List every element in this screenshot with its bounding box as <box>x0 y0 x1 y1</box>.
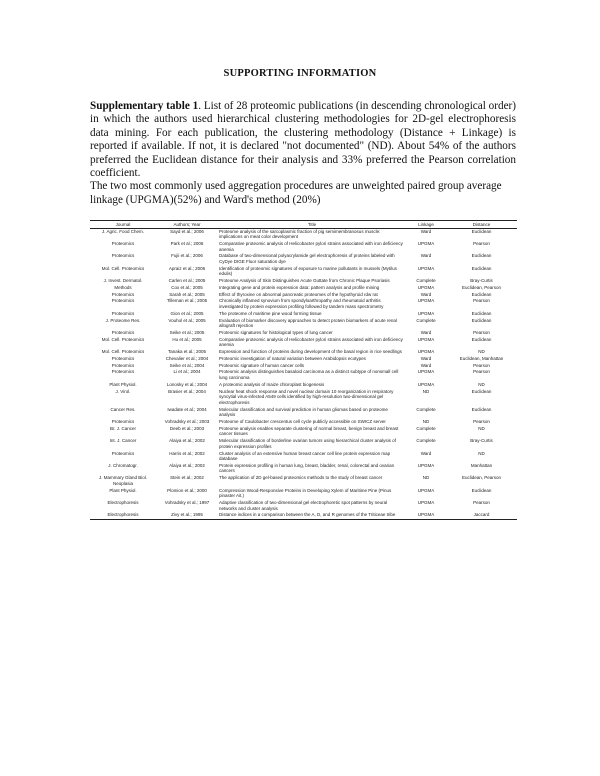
table-row <box>90 475 517 487</box>
cell-journal: Proteomics <box>111 298 135 304</box>
cell-title: Proteomic analysis distinguishes basaloid carcinoma as a distinct subtype of nonsmall cell lung carcinoma <box>219 369 399 381</box>
cell-title: Integrating gene and protein expression data: pattern analysis and profile mining <box>219 284 380 290</box>
cell-distance: Euclidean <box>471 317 492 323</box>
cell-journal: Proteomics <box>111 253 135 259</box>
cell-authors: Fujii et al.; 2006 <box>171 253 203 259</box>
table-header <box>90 221 517 229</box>
cell-linkage: Complete <box>416 406 436 412</box>
cell-authors: Sayd et al.; 2006 <box>170 228 204 234</box>
cell-linkage: Complete <box>416 317 436 323</box>
cell-title: Comparative proteomic analysis of Helicobacter pylori strains associated with iron deficiency anemia <box>219 240 403 252</box>
cell-linkage: Ward <box>420 228 432 234</box>
cell-journal: Methods <box>114 284 132 290</box>
cell-journal: Proteomics <box>111 240 135 246</box>
cell-distance: Jaccard <box>446 512 517 519</box>
table-row <box>90 369 517 381</box>
cell-linkage: UPGMA <box>417 381 435 387</box>
table-row <box>90 337 517 349</box>
cell-linkage: UPGMA <box>417 462 435 468</box>
cell-title: Proteome analysis of the sarcoplasmic fraction of pig semimembranosus muscle: implications on meat color development <box>219 228 381 240</box>
cell-linkage: Ward <box>420 253 432 259</box>
cell-distance: ND <box>478 450 485 456</box>
cell-title: Proteomic signatures for histological types of lung cancer <box>219 329 333 335</box>
cell-distance: Pearson <box>473 369 490 375</box>
caption-paragraph-1 <box>90 100 516 180</box>
table-row <box>90 407 517 419</box>
cell-linkage: UPGMA <box>406 512 446 519</box>
cell-authors: Harris et al.; 2002 <box>169 450 205 456</box>
cell-distance: Euclidean, Manhattan <box>459 355 504 361</box>
cell-linkage: UPGMA <box>417 240 435 246</box>
header-title: Title <box>218 221 406 229</box>
cell-title: Identification of proteomic signatures of exposure to marine pollutants in mussels (Mytilus edulis) <box>219 265 397 277</box>
cell-journal: J. Chromatogr. <box>108 462 138 468</box>
cell-journal: Electrophoresis <box>107 500 139 505</box>
cell-authors: Zivy et al.; 1995 <box>156 512 218 519</box>
cell-linkage: UPGMA <box>417 500 435 505</box>
table-row <box>90 318 517 330</box>
cell-journal: Proteomics <box>111 355 135 361</box>
cell-linkage: Ward <box>420 329 432 335</box>
cell-linkage: UPGMA <box>417 349 435 355</box>
cell-distance: Euclidean <box>471 310 492 316</box>
cell-authors: Deeb et al.; 2003 <box>169 425 205 431</box>
cell-journal: Proteomics <box>111 450 135 456</box>
cell-journal: Mol. Cell. Proteomics <box>101 349 145 355</box>
cell-linkage: ND <box>422 388 430 394</box>
cell-journal: Proteomics <box>111 418 135 424</box>
cell-journal: Proteomics <box>111 310 135 316</box>
table-row <box>90 356 517 363</box>
cell-journal: Proteomics <box>111 369 135 375</box>
cell-distance: Euclidean <box>471 291 492 297</box>
table-row <box>90 298 517 310</box>
table-row <box>90 488 517 500</box>
cell-authors: Alaiya et al.; 2002 <box>169 462 205 468</box>
cell-authors: Stein et al.; 2002 <box>170 475 204 481</box>
cell-journal: Mol. Cell. Proteomics <box>101 336 145 342</box>
cell-title: Database of two-dimensional polyacrylamide gel electrophoresis of proteins labeled with CyDye DIGE Fluor saturation dye <box>219 253 395 264</box>
cell-distance: Pearson <box>473 329 490 335</box>
table-row <box>90 438 517 450</box>
table-row <box>90 426 517 438</box>
cell-linkage: Complete <box>416 425 436 431</box>
header-authors: Authors; Year <box>156 221 218 229</box>
cell-authors: Sarah et al.; 2005 <box>169 291 205 297</box>
cell-title: Proteomic investigation of natural variation between Arabidopsis ecotypes <box>219 355 366 361</box>
cell-distance: Euclidean <box>471 487 492 493</box>
cell-title: Distance indices in a comparison between the A, D, and R genomes of the Triticeae tribe <box>218 512 406 519</box>
cell-authors: Tanaka et al.; 2005 <box>167 349 207 355</box>
header-linkage: Linkage <box>406 221 446 229</box>
cell-title: The application of 2D gel-based proteomics methods to the study of breast cancer <box>219 475 383 481</box>
cell-distance: Euclidean, Pearson <box>461 284 502 290</box>
cell-journal: Cancer Res. <box>110 406 136 412</box>
cell-linkage: Ward <box>420 355 432 361</box>
table-row <box>90 500 517 512</box>
table-row <box>90 228 517 241</box>
cell-journal: J. Proteome Res. <box>105 317 141 323</box>
cell-title: The proteome of maritime pine wood forming tissue <box>219 310 322 316</box>
cell-title: Compression Wood-Responsive Proteins in Developing Xylem of Maritime Pine (Pinus pinaster Ait.) <box>219 487 392 499</box>
caption-paragraph-2: The two most commonly used aggregation procedures are unweighted paired group average linkage (UPGMA)(52%) and Ward's method (20%) <box>90 180 502 206</box>
cell-title: Adaptive classification of two-dimensional gel electrophoretic spot patterns by neural networks and cluster analysis <box>219 500 388 511</box>
cell-linkage: Ward <box>420 291 432 297</box>
cell-distance: Pearson <box>473 500 490 505</box>
cell-authors: Lonosky et al.; 2004 <box>166 381 208 387</box>
cell-authors: Iwadate et al.; 2004 <box>167 406 207 412</box>
cell-authors: Hu et al.; 2005 <box>172 336 202 342</box>
caption-text-1: . List of 28 proteomic publications (in descending chronological order) in which the authors used hierarchical clustering methodologies for 2D-gel electrophoresis data mining. For each publication, the clustering methodology (Distance + Linkage) is reported if available. If not, it is declared "not documented" (ND). About 54% of the authors preferred the Euclidean distance for their analysis and 33% preferred the Pearson correlation coefficient. <box>90 100 516 180</box>
cell-authors: Tilleman et al.; 2005 <box>166 298 208 304</box>
cell-linkage: Ward <box>420 450 432 456</box>
table-row <box>90 278 517 285</box>
page-heading: SUPPORTING INFORMATION <box>223 68 377 79</box>
cell-journal: Br. J. Cancer <box>109 425 136 431</box>
cell-linkage: UPGMA <box>417 265 435 271</box>
cell-linkage: UPGMA <box>417 369 435 375</box>
cell-title: Expression and function of proteins during development of the basal region in rice seedlings <box>219 349 402 355</box>
cell-journal: Proteomics <box>111 291 135 297</box>
cell-distance: ND <box>478 381 485 387</box>
cell-journal: J. Mammary Gland Biol. Neoplasia <box>98 475 147 486</box>
table-row <box>90 363 517 370</box>
cell-title: Proteome of Caulobacter crescentus cell cycle publicly accessible on SWICZ server <box>219 418 386 424</box>
cell-authors: Alaiya et al.; 2002 <box>169 438 205 444</box>
cell-distance: ND <box>478 425 485 431</box>
header-distance: Distance <box>446 221 517 229</box>
cell-distance: Euclidean, Pearson <box>461 475 502 481</box>
cell-distance: Pearson <box>473 362 490 368</box>
table-body <box>90 228 517 520</box>
cell-authors: Brasier et al.; 2004 <box>168 388 206 394</box>
cell-title: Protein expression profiling in human lung, breast, bladder, renal, colorectal and ovarian cancers <box>219 462 395 474</box>
cell-title: Proteome analysis enables separate clustering of normal breast, benign breast and breast cancer tissues <box>219 425 399 437</box>
cell-journal: J. Virol. <box>115 388 131 394</box>
cell-distance: Euclidean <box>471 336 492 342</box>
header-journal: Journal <box>90 221 156 229</box>
cell-title: Comparative proteomic analysis of Helicobacter pylori strains associated with iron deficiency anemia <box>219 336 403 348</box>
cell-distance: Euclidean <box>471 406 492 412</box>
cell-journal: Int. J. Cancer <box>109 438 137 444</box>
cell-journal: J. Agric. Food Chem. <box>101 228 145 234</box>
table-row <box>90 382 517 389</box>
cell-linkage: Complete <box>416 278 436 284</box>
cell-linkage: Ward <box>420 362 432 368</box>
cell-authors: Carlen et al.; 2005 <box>168 278 206 284</box>
cell-distance: Euclidean <box>471 388 492 394</box>
cell-title: Evaluation of biomarker discovery approaches to detect protein biomarkers of acute renal allograft rejection <box>219 317 397 329</box>
cell-distance: ND <box>478 349 485 355</box>
cell-journal: Plant Physiol. <box>109 487 137 493</box>
cell-linkage: Complete <box>416 438 436 444</box>
cell-title: Chronically inflamed synovium from spondyloarthropathy and rheumatoid arthritis investigated by protein expression profiling followed by tandem mass spectrometry <box>219 298 384 310</box>
cell-linkage: UPGMA <box>417 284 435 290</box>
table-row <box>90 311 517 318</box>
cell-distance: Pearson <box>473 418 490 424</box>
cell-distance: Euclidean <box>471 228 492 234</box>
table-row <box>90 266 517 278</box>
table-row <box>90 285 517 292</box>
cell-authors: Park et al.; 2006 <box>170 240 204 246</box>
cell-authors: Vohradsky et al.; 1997 <box>164 500 210 505</box>
cell-distance: Manhattan <box>470 462 493 468</box>
cell-title: Molecular classification of borderline ovarian tumors using hierarchical cluster analysis of protein expression profiles <box>219 438 396 449</box>
cell-distance: Bray-Curtis <box>470 438 493 444</box>
cell-distance: Euclidean <box>471 265 492 271</box>
cell-title: Nuclear heat shock response and novel nuclear domain 10 reorganization in respiratory syncytial virus-infected A549 cells identified by high-resolution two-dimensional gel electrophoresis <box>219 388 394 405</box>
table-row <box>90 389 517 407</box>
cell-journal: Proteomics <box>111 362 135 368</box>
cell-authors: Chevalier et al.; 2004 <box>165 355 209 361</box>
cell-authors: Vouhol et al.; 2005 <box>168 317 206 323</box>
cell-authors: Seike et al.; 2004 <box>169 362 205 368</box>
cell-linkage: UPGMA <box>417 487 435 493</box>
cell-authors: Apraiz et al.; 2006 <box>168 265 206 271</box>
cell-journal: Mol. Cell. Proteomics <box>101 265 145 271</box>
cell-linkage: UPGMA <box>417 298 435 304</box>
cell-authors: Seike et al.; 2005 <box>169 329 205 335</box>
cell-authors: Cox et al.; 2005 <box>171 284 203 290</box>
table-row <box>90 419 517 426</box>
table-row <box>90 463 517 475</box>
caption-label: Supplementary table 1 <box>90 100 199 112</box>
table-row <box>90 512 517 519</box>
cell-linkage: UPGMA <box>417 310 435 316</box>
cell-authors: Li et al.; 2004 <box>173 369 201 375</box>
cell-title: Molecular classification and survival prediction in human gliomas based on proteome analysis <box>219 406 388 418</box>
cell-authors: Vohradsky et al.; 2003 <box>164 418 210 424</box>
table-row <box>90 330 517 337</box>
table-row <box>90 451 517 463</box>
table-row <box>90 292 517 299</box>
cell-journal: Plant Physiol. <box>109 381 137 387</box>
cell-distance: Pearson <box>473 298 490 304</box>
cell-distance: Euclidean <box>471 253 492 259</box>
cell-linkage: UPGMA <box>417 336 435 342</box>
table-row <box>90 241 517 253</box>
cell-title: A proteomic analysis of maize chloroplast biogenesis <box>219 381 325 387</box>
cell-linkage: ND <box>422 418 430 424</box>
cell-authors: Plomion et al.; 2000 <box>167 487 207 493</box>
cell-title: Effect of thyroxine on abnormal pancreatic proteomes of the hypothyroid rdw rat <box>219 291 378 297</box>
cell-title: Cluster analysis of an extensive human breast cancer cell line protein expression map database <box>219 450 391 462</box>
table-row <box>90 349 517 356</box>
table-caption <box>90 100 516 207</box>
cell-authors: Gion et al.; 2005 <box>170 310 204 316</box>
cell-journal: J. Invest. Dermatol. <box>103 278 143 284</box>
publications-table <box>90 220 517 520</box>
cell-title: Proteomic signature of human cancer cells <box>219 362 305 368</box>
cell-linkage: ND <box>422 475 430 481</box>
cell-journal: Proteomics <box>111 329 135 335</box>
cell-title: Proteome Analysis of Skin Distinguishes Acute Guttate from Chronic Plaque Psoriasis <box>219 278 390 284</box>
table-row <box>90 253 517 265</box>
cell-journal: Electrophoresis <box>90 512 156 519</box>
cell-distance: Pearson <box>473 240 490 246</box>
cell-distance: Bray-Curtis <box>470 278 493 284</box>
header-row <box>90 221 517 229</box>
